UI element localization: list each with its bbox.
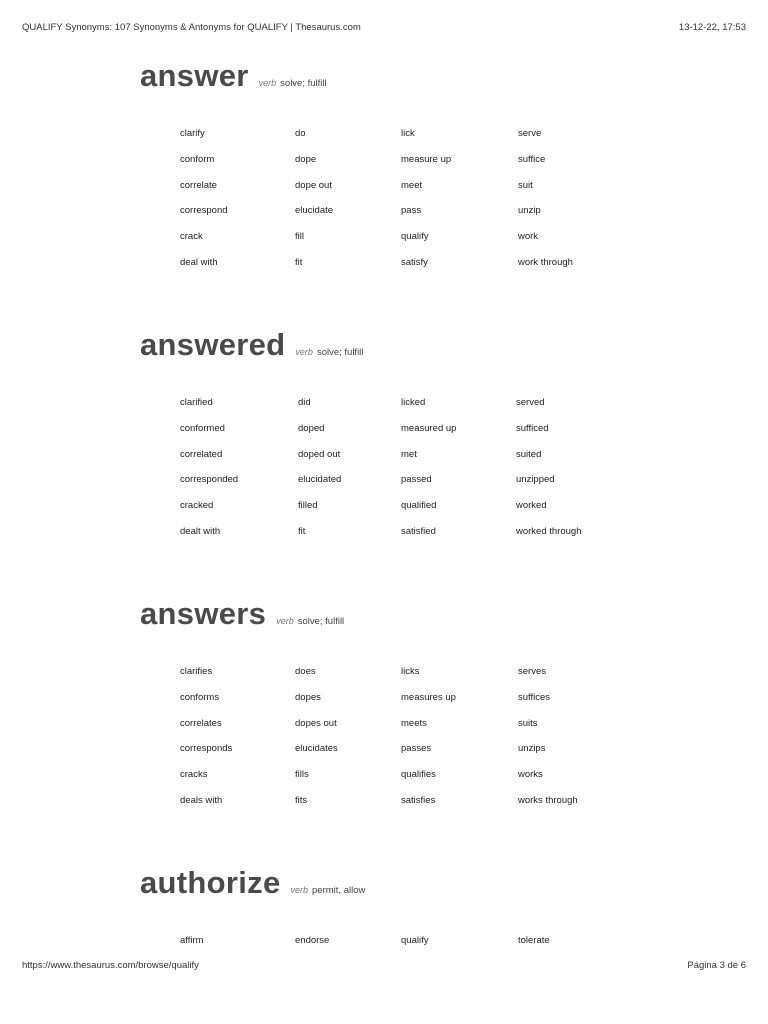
synonym-link[interactable]: endorse bbox=[295, 935, 330, 946]
synonym-link[interactable]: dope out bbox=[295, 179, 332, 191]
synonym-link[interactable]: sufficed bbox=[516, 422, 549, 434]
synonym-link[interactable]: satisfy bbox=[401, 257, 428, 268]
synonym-link[interactable]: conformed bbox=[180, 422, 225, 434]
synonym-link[interactable]: meet bbox=[401, 179, 423, 191]
synonym-link[interactable]: suit bbox=[518, 179, 533, 191]
synonym-link[interactable]: tolerate bbox=[518, 935, 550, 946]
headword-line bbox=[140, 58, 740, 94]
synonym-link[interactable]: work through bbox=[518, 257, 573, 268]
synonym-link[interactable]: conforms bbox=[180, 691, 220, 703]
synonym-link[interactable]: qualify bbox=[401, 935, 429, 946]
synonym-link[interactable]: meets bbox=[401, 717, 427, 729]
synonym-link[interactable]: do bbox=[295, 128, 306, 139]
synonym-link[interactable]: serves bbox=[518, 666, 546, 677]
synonym-link[interactable]: does bbox=[295, 666, 316, 677]
headword-line bbox=[140, 865, 740, 901]
print-datetime: 13-12-22, 17:53 bbox=[678, 22, 746, 33]
synonym-link[interactable]: passed bbox=[401, 474, 432, 486]
synonym-link[interactable]: works bbox=[518, 769, 543, 781]
synonym-link[interactable]: correlate bbox=[180, 179, 217, 191]
synonym-link[interactable]: suffices bbox=[518, 691, 551, 703]
synonym-link[interactable]: qualified bbox=[401, 500, 437, 512]
part-of-speech: verb bbox=[258, 78, 277, 88]
synonym-link[interactable]: pass bbox=[401, 205, 422, 217]
synonym-link[interactable]: conform bbox=[180, 153, 215, 165]
synonym-link[interactable]: crack bbox=[180, 231, 203, 243]
synonym-link[interactable]: affirm bbox=[180, 935, 204, 946]
synonym-link[interactable]: cracks bbox=[180, 769, 208, 781]
synonym-link[interactable]: filled bbox=[298, 500, 318, 512]
synonym-link[interactable]: correspond bbox=[180, 205, 228, 217]
synonym-link[interactable]: unzipped bbox=[516, 474, 555, 486]
synonym-link[interactable]: qualifies bbox=[401, 769, 436, 781]
synonym-link[interactable]: fits bbox=[295, 795, 308, 806]
part-of-speech: verb bbox=[295, 347, 313, 357]
page-url: https://www.thesaurus.com/browse/qualify bbox=[22, 960, 199, 971]
sense-gloss: solve; fulfill bbox=[297, 616, 345, 627]
synonym-link[interactable]: suffice bbox=[518, 153, 546, 165]
synonym-link[interactable]: fill bbox=[295, 231, 304, 243]
page-number: Página 3 de 6 bbox=[687, 960, 746, 971]
synonym-link[interactable]: dopes bbox=[295, 691, 321, 703]
synonym-link[interactable]: qualify bbox=[401, 231, 429, 243]
synonym-link[interactable]: corresponds bbox=[180, 743, 233, 755]
synonym-section bbox=[140, 596, 740, 806]
synonym-link[interactable]: licked bbox=[401, 397, 426, 408]
synonym-link[interactable]: lick bbox=[401, 128, 415, 139]
synonym-link[interactable]: clarify bbox=[180, 128, 205, 139]
headword: answered bbox=[140, 327, 286, 362]
synonym-section bbox=[140, 58, 740, 268]
synonym-link[interactable]: deals with bbox=[180, 795, 223, 806]
synonym-link[interactable]: met bbox=[401, 448, 417, 460]
synonym-link[interactable]: correlates bbox=[180, 717, 222, 729]
synonym-link[interactable]: work bbox=[518, 231, 539, 243]
synonym-link[interactable]: worked bbox=[516, 500, 547, 512]
headword: answers bbox=[140, 596, 267, 631]
sense-gloss: permit, allow bbox=[312, 885, 366, 896]
synonym-link[interactable]: fit bbox=[298, 526, 306, 537]
synonym-link[interactable]: doped bbox=[298, 422, 325, 434]
headword: answer bbox=[140, 58, 249, 93]
synonym-link[interactable]: clarified bbox=[180, 397, 213, 408]
synonym-link[interactable]: measure up bbox=[401, 153, 452, 165]
synonym-link[interactable]: dopes out bbox=[295, 717, 337, 729]
headword: authorize bbox=[140, 865, 281, 900]
synonym-link[interactable]: clarifies bbox=[180, 666, 213, 677]
synonym-link[interactable]: did bbox=[298, 397, 311, 408]
synonym-link[interactable]: elucidated bbox=[298, 474, 342, 486]
synonym-link[interactable]: serve bbox=[518, 128, 542, 139]
synonym-link[interactable]: served bbox=[516, 397, 545, 408]
synonym-link[interactable]: corresponded bbox=[180, 474, 239, 486]
synonym-link[interactable]: satisfied bbox=[401, 526, 436, 537]
headword-line bbox=[140, 596, 740, 632]
headword-line bbox=[140, 327, 740, 363]
sense-gloss: solve; fulfill bbox=[280, 78, 327, 89]
synonym-link[interactable]: fit bbox=[295, 257, 303, 268]
synonym-link[interactable]: works through bbox=[518, 795, 578, 806]
part-of-speech: verb bbox=[276, 616, 294, 626]
synonym-link[interactable]: worked through bbox=[516, 526, 582, 537]
synonym-link[interactable]: unzip bbox=[518, 205, 541, 217]
synonym-link[interactable]: elucidate bbox=[295, 205, 334, 217]
synonym-link[interactable]: fills bbox=[295, 769, 309, 781]
synonym-section bbox=[140, 865, 740, 946]
synonym-link[interactable]: satisfies bbox=[401, 795, 436, 806]
synonym-link[interactable]: doped out bbox=[298, 448, 341, 460]
synonym-link[interactable]: dope bbox=[295, 153, 317, 165]
synonym-link[interactable]: correlated bbox=[180, 448, 223, 460]
synonym-link[interactable]: cracked bbox=[180, 500, 214, 512]
synonym-link[interactable]: elucidates bbox=[295, 743, 338, 755]
synonym-link[interactable]: passes bbox=[401, 743, 432, 755]
synonym-link[interactable]: measured up bbox=[401, 422, 457, 434]
synonym-link[interactable]: suited bbox=[516, 448, 542, 460]
sense-gloss: solve; fulfill bbox=[316, 347, 364, 358]
synonym-link[interactable]: licks bbox=[401, 666, 420, 677]
synonym-link[interactable]: unzips bbox=[518, 743, 546, 755]
synonym-link[interactable]: measures up bbox=[401, 691, 456, 703]
print-footer bbox=[22, 960, 746, 974]
synonym-link[interactable]: deal with bbox=[180, 257, 218, 268]
synonym-section bbox=[140, 327, 740, 537]
synonym-link[interactable]: dealt with bbox=[180, 526, 221, 537]
synonym-link[interactable]: suits bbox=[518, 717, 538, 729]
part-of-speech: verb bbox=[290, 885, 309, 895]
page-title: QUALIFY Synonyms: 107 Synonyms & Antonyms for QUALIFY | Thesaurus.com bbox=[22, 22, 361, 33]
